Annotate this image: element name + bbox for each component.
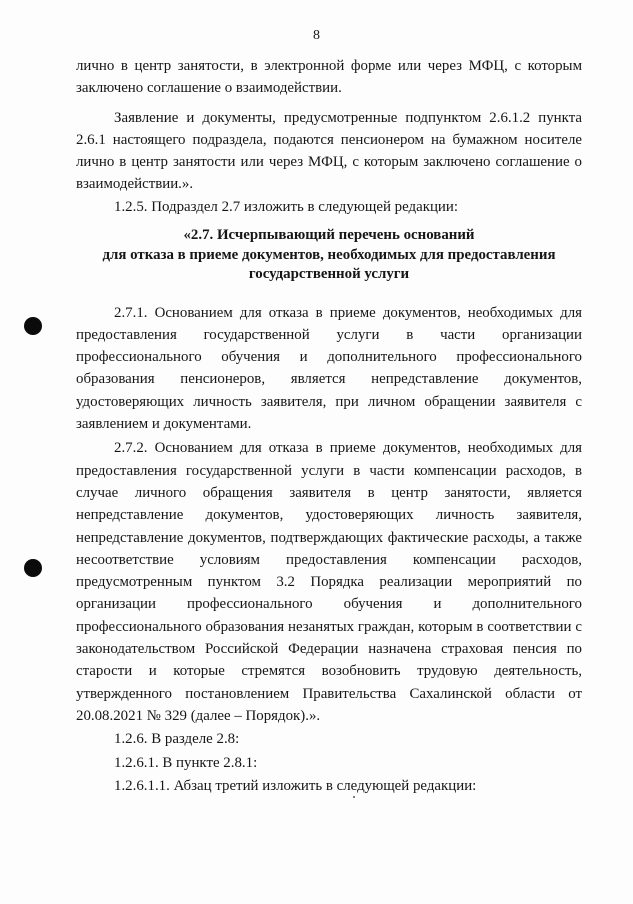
paragraph-1-2-6: 1.2.6. В разделе 2.8: [114, 731, 240, 748]
document-body [76, 55, 582, 797]
paragraph-2: Заявление и документы, предусмотренные подпунктом 2.6.1.2 пункта 2.6.1 настоящего подраздела, подаются пенсионером на бумажном носителе лично в центр занятости или через МФЦ, с которым заключено соглашение о взаимодействии.». [76, 109, 582, 193]
paragraph-3: 1.2.5. Подраздел 2.7 изложить в следующей редакции: [114, 198, 458, 215]
paragraph-2-7-1: 2.7.1. Основанием для отказа в приеме документов, необходимых для предоставления государственной услуги в части организации профессионального обучения и дополнительного профессионального образования пенсионеров, является непредставление документов, удостоверяющих личность заявителя, при личном обращении заявителя с заявлением и документами. [76, 304, 582, 433]
paragraph-1: лично в центр занятости, в электронной форме или через МФЦ, с которым заключено соглашение о взаимодействии. [76, 58, 582, 97]
heading-line-3: государственной услуги [248, 266, 410, 283]
punch-hole-bottom [24, 559, 42, 577]
scan-speck [353, 796, 355, 798]
paragraph-1-2-6-1-1: 1.2.6.1.1. Абзац третий изложить в следующей редакции: [114, 777, 477, 794]
punch-hole-top [24, 317, 42, 335]
section-heading [76, 226, 582, 285]
heading-line-1: «2.7. Исчерпывающий перечень оснований [183, 227, 475, 244]
heading-line-2: для отказа в приеме документов, необходимых для предоставления [102, 246, 556, 263]
page-number: 8 [313, 28, 320, 43]
paragraph-1-2-6-1: 1.2.6.1. В пункте 2.8.1: [114, 754, 258, 771]
paragraph-2-7-2: 2.7.2. Основанием для отказа в приеме документов, необходимых для предоставления государственной услуги в части компенсации расходов, в случае личного обращения заявителя в центр занятости, является непредставление документов, удостоверяющих личность заявителя, непредставление документов, подтверждающих фактические расходы, а также несоответствие условиям предоставления компенсации расходов, предусмотренным пунктом 3.2 Порядка реализации мероприятий по организации профессионального обучения и дополнительного профессионального образования незанятых граждан, которым в соответствии с законодательством Российской Федерации назначена страховая пенсия по старости и которые стремятся возобновить трудовую деятельность, утвержденного постановлением Правительства Сахалинской области от 20.08.2021 № 329 (далее – Порядок).». [76, 440, 582, 724]
